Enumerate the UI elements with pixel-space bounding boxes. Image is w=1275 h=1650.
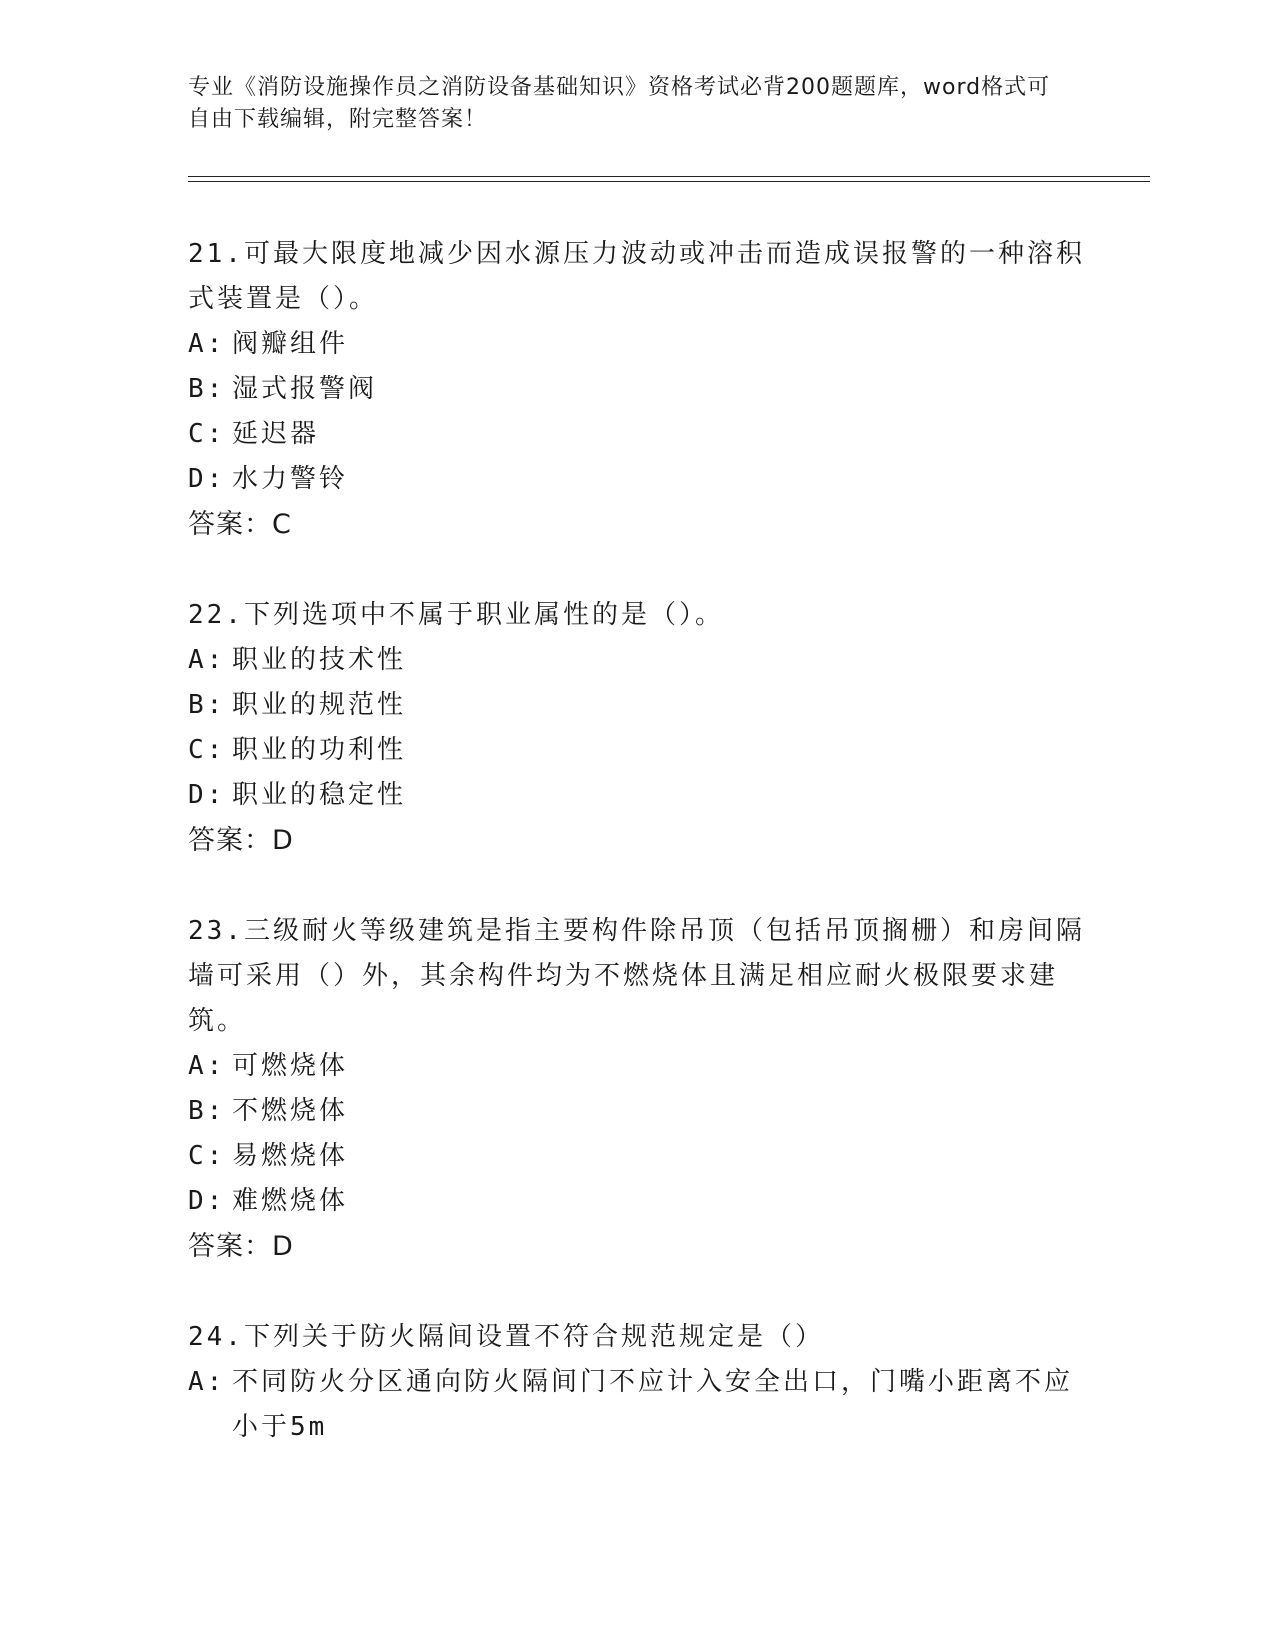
option-text: 职业的稳定性 [232,780,407,810]
option-key: C: [188,419,226,449]
option-key: D: [188,780,226,810]
option-text: 水力警铃 [232,464,349,494]
option-text: 职业的规范性 [232,690,407,720]
option-text: 职业的技术性 [232,645,407,675]
option-d [188,1179,1088,1224]
option-text: 不同防火分区通向防火隔间门不应计入安全出口，门嘴小距离不应小于5m [232,1367,1074,1442]
option-c [188,412,1088,457]
option-key: A: [188,1051,226,1081]
option-text: 职业的功利性 [232,735,407,765]
option-d [188,773,1088,818]
option-b [188,367,1088,412]
option-c [188,1134,1088,1179]
option-text: 不燃烧体 [232,1096,349,1126]
option-key: A: [188,1367,226,1397]
question-stem: 21.可最大限度地减少因水源压力波动或冲击而造成误报警的一种溶积式装置是（）。 [188,239,1085,314]
question-23 [188,909,1088,1269]
option-text: 延迟器 [232,419,320,449]
answer-line: 答案：D [188,1231,294,1262]
option-text: 易燃烧体 [232,1141,349,1171]
option-a [188,322,1088,367]
question-21 [188,232,1088,547]
option-key: D: [188,464,226,494]
question-stem: 24.下列关于防火隔间设置不符合规范规定是（） [188,1322,824,1352]
option-d [188,457,1088,502]
option-a [188,638,1088,683]
option-key: A: [188,329,226,359]
header-divider-top [188,176,1150,177]
option-text: 难燃烧体 [232,1186,349,1216]
option-key: B: [188,690,226,720]
option-c [188,728,1088,773]
answer-line: 答案：C [188,509,292,540]
option-key: C: [188,1141,226,1171]
option-text: 阀瓣组件 [232,329,349,359]
option-key: D: [188,1186,226,1216]
option-key: C: [188,735,226,765]
question-stem: 23.三级耐火等级建筑是指主要构件除吊顶（包括吊顶搁栅）和房间隔墙可采用（）外，其余构件均为不燃烧体且满足相应耐火极限要求建筑。 [188,916,1085,1036]
option-b [188,1089,1088,1134]
option-a [188,1360,1088,1450]
option-a [188,1044,1088,1089]
option-key: B: [188,1096,226,1126]
question-22 [188,593,1088,863]
question-24 [188,1315,1088,1450]
option-key: B: [188,374,226,404]
option-key: A: [188,645,226,675]
question-stem: 22.下列选项中不属于职业属性的是（）。 [188,600,724,630]
option-text: 可燃烧体 [232,1051,349,1081]
option-b [188,683,1088,728]
option-text: 湿式报警阀 [232,374,378,404]
answer-line: 答案：D [188,825,294,856]
header-divider-bottom [188,181,1150,182]
document-intro: 专业《消防设施操作员之消防设备基础知识》资格考试必背200题题库，word格式可自由下载编辑，附完整答案！ [188,75,1051,132]
question-list [188,232,1088,1496]
